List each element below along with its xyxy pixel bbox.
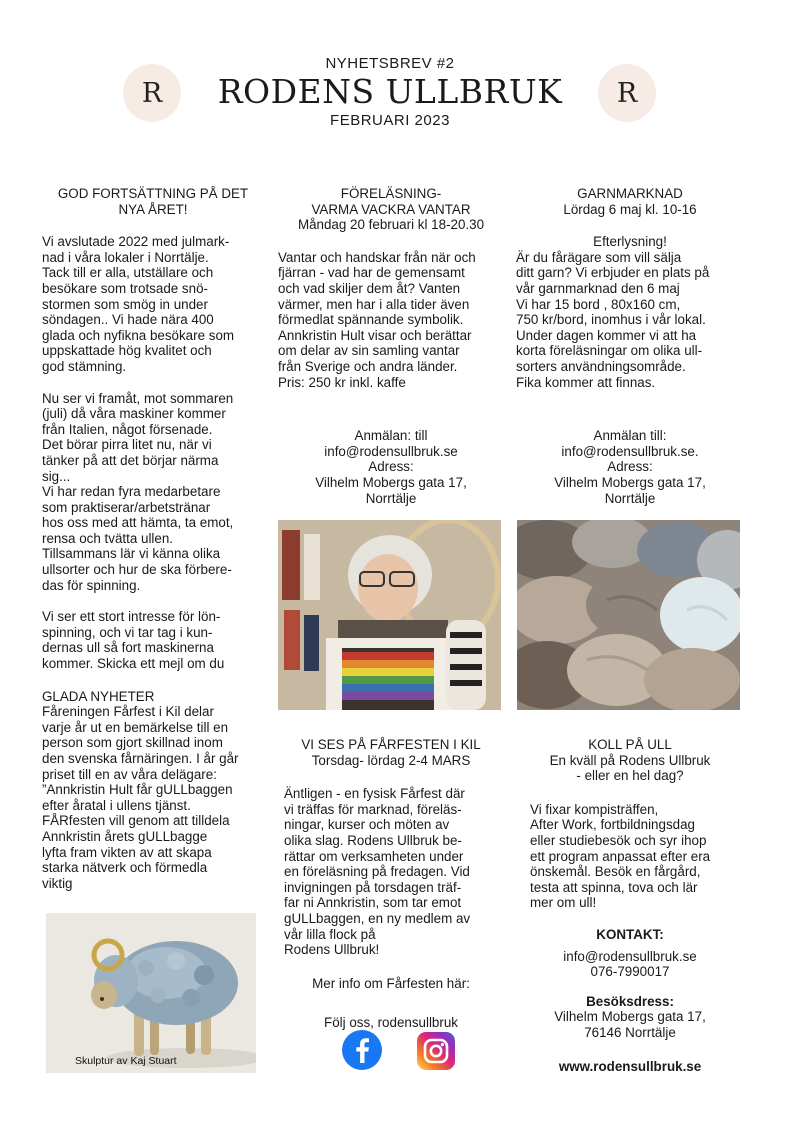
paragraph-news: Fåreningen Fårfest i Kil delar varje år ut en bemärkelse till en person som gjort skillnad inom den svenska fårnäringen. I år går priset till en av våra delägare: ”Annkristin Hult får gULLbaggen efter åratal i ullens tjänst. FÅRfesten vill genom att tilldela Annkristin årets gULLbagge lyfta fram vikten av att skapa starka nätverk och förmedla viktig	[42, 704, 239, 891]
facebook-glyph	[342, 1030, 382, 1070]
column-right	[516, 186, 744, 506]
paragraph-wanted: Är du fårägare som vill sälja ditt garn? Vi erbjuder en plats på vår garnmarknad den 6 maj Vi har 15 bord , 80x160 cm, 750 kr/bord, inomhus i vår lokal. Under dagen kommer vi att ha korta föreläsningar om olika ull- sorters användningsområde. Fika kommer att finnas.	[516, 249, 710, 390]
paragraph-lecture: Vantar och handskar från när och fjärran - vad har de gemensamt och vad skiljer dem åt? Vanten värmer, men har i alla tider även förmedlat spännande symbolik. Annkristin Hult visar och berättar om delar av sin samling vantar från Sverige och andra länder. Pris: 250 kr inkl. kaffe	[278, 249, 476, 390]
section-heading-wool: KOLL PÅ ULL En kväll på Rodens Ullbruk - eller en hel dag?	[549, 737, 711, 784]
issue-date: FEBRUARI 2023	[330, 112, 450, 129]
paragraph-fest: Äntligen - en fysisk Fårfest där vi träffas för marknad, föreläs- ningar, kurser och möten av olika slag. Rodens Ullbruk be- rättar om verksamheten under en föreläsning på fredagen. Vid invigningen på torsdagen träf- far ni Annkristin, som tar emot gULLbaggen, en ny medlem av vår lilla flock på Rodens Ullbruk!	[284, 786, 471, 958]
logo-badge-left	[123, 64, 181, 122]
logo-letter: R	[141, 77, 163, 109]
contact-info: info@rodensullbruk.se 076-7990017	[563, 948, 697, 980]
yarn-skeins-image	[517, 520, 740, 710]
yarn-market-signup: Anmälan till: info@rodensullbruk.se. Adress: Vilhelm Mobergs gata 17, Norrtälje	[554, 428, 706, 506]
paragraph-spinning: Vi ser ett stort intresse för lön- spinning, och vi tar tag i kun- dernas ull så fort maskinerna kommer. Skicka ett mejl om du	[42, 609, 225, 672]
yarn-skeins-photo	[517, 520, 740, 710]
visit-label: Besöksdress:	[586, 993, 674, 1009]
follow-us-text: Följ oss, rodensullbruk	[324, 1015, 458, 1031]
logo-badge-right	[598, 64, 656, 122]
instagram-icon[interactable]	[417, 1032, 455, 1070]
website-link[interactable]: www.rodensullbruk.se	[558, 1058, 702, 1074]
sheep-sculpture-photo	[46, 913, 256, 1073]
facebook-icon[interactable]	[342, 1030, 382, 1070]
column-middle	[278, 186, 504, 506]
contact-label: KONTAKT:	[596, 926, 664, 942]
fest-more-info: Mer info om Fårfesten här:	[312, 975, 470, 991]
paragraph-outlook: Nu ser vi framåt, mot sommaren (juli) då våra maskiner kommer från Italien, något försenade. Det börar pirra litet nu, när vi tänker på att det börjar närma sig... Vi har redan fyra medarbetare som praktiserar/arbetstränar hos oss med att hämta, ta emot, rensa och tvätta ullen. Tillsammans lär vi känna olika ullsorter och hur de ska förbere- das för spinning.	[42, 390, 234, 593]
section-heading-new-year: GOD FORTSÄTTNING PÅ DET NYA ÅRET!	[57, 186, 249, 217]
photo-caption: Skulptur av Kaj Stuart	[75, 1055, 177, 1067]
section-heading-yarn-market: GARNMARKNAD Lördag 6 maj kl. 10-16	[563, 186, 697, 217]
brand-title: RODENS ULLBRUK	[217, 72, 563, 111]
paragraph-recap: Vi avslutade 2022 med julmark- nad i våra lokaler i Norrtälje. Tack till er alla, utställare och besökare som trotsade snö- stormen som smög in under söndagen.. Vi hade nära 400 glada och nyfikna besökare som uppskattade hög kvalitet och god stämning.	[42, 234, 235, 374]
column-left	[42, 186, 264, 891]
sheep-sculpture-image	[46, 913, 256, 1073]
logo-letter: R	[616, 77, 638, 109]
instagram-glyph	[417, 1032, 455, 1070]
visit-address: Vilhelm Mobergs gata 17, 76146 Norrtälje	[554, 1009, 706, 1040]
mitten-lecturer-image	[278, 520, 501, 710]
wool-section	[516, 737, 744, 1074]
section-heading-lecture: FÖRELÄSNING- VARMA VACKRA VANTAR Måndag 20 februari kl 18-20.30	[297, 186, 485, 233]
issue-label: NYHETSBREV #2	[325, 55, 455, 72]
paragraph-wool: Vi fixar kompisträffen, After Work, fortbildningsdag eller studiebesök och syr ihop ett program anpassat efter era önskemål. Besök en fårgård, testa att spinna, tova och lär mer om ull!	[530, 801, 711, 911]
fest-section	[278, 737, 504, 1031]
section-heading-fest: VI SES PÅ FÅRFESTEN I KIL Torsdag- lördag 2-4 MARS	[301, 737, 481, 768]
lecture-signup: Anmälan: till info@rodensullbruk.se Adress: Vilhelm Mobergs gata 17, Norrtälje	[315, 428, 467, 506]
wanted-title: Efterlysning!	[593, 234, 667, 250]
section-heading-news: GLADA NYHETER	[42, 688, 155, 704]
masthead	[190, 55, 590, 129]
mitten-lecturer-photo	[278, 520, 501, 710]
